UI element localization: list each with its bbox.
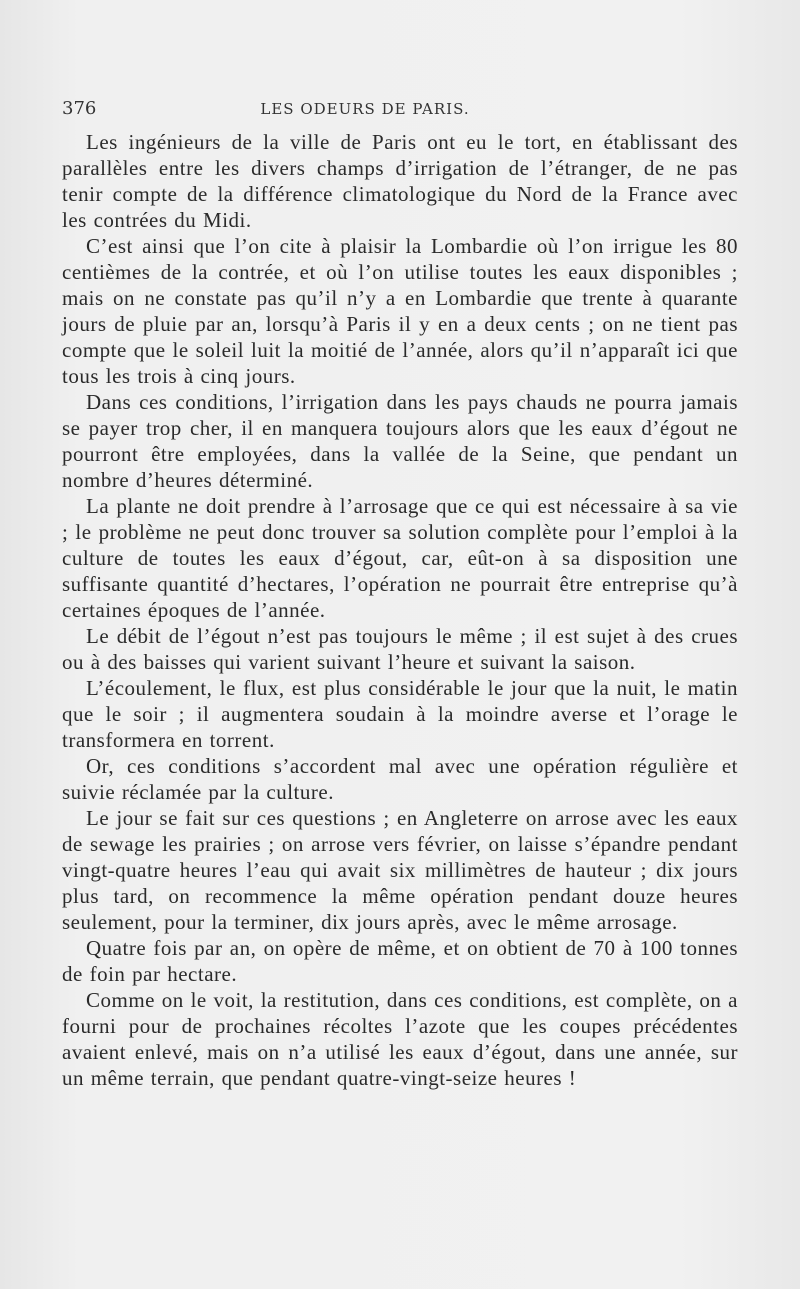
paragraph: Comme on le voit, la restitution, dans ces conditions, est complète, on a fourni pour de prochaines récoltes l’azote que les coupes précédentes avaient enlevé, mais on n’a utilisé les eaux d’égout, dans une année, sur un même terrain, que pendant quatre-vingt-seize heures !	[62, 988, 738, 1090]
paragraph: Les ingénieurs de la ville de Paris ont eu le tort, en établissant des parallèles entre les divers champs d’irrigation de l’étranger, de ne pas tenir compte de la différence climatologique du Nord de la France avec les contrées du Midi.	[62, 130, 738, 232]
paragraph: Le jour se fait sur ces questions ; en Angleterre on arrose avec les eaux de sewage les prairies ; on arrose vers février, on laisse s’épandre pendant vingt-quatre heures l’eau qui avait six millimètres de hauteur ; dix jours plus tard, on recommence la même opération pendant douze heures seulement, pour la terminer, dix jours après, avec le même arrosage.	[62, 806, 738, 934]
paragraph: Quatre fois par an, on opère de même, et on obtient de 70 à 100 tonnes de foin par hectare.	[62, 936, 738, 986]
running-title: LES ODEURS DE PARIS.	[260, 100, 470, 118]
paragraph: Or, ces conditions s’accordent mal avec une opération régulière et suivie réclamée par la culture.	[62, 754, 738, 804]
page-header	[62, 98, 738, 124]
paragraph: L’écoulement, le flux, est plus considérable le jour que la nuit, le matin que le soir ; il augmentera soudain à la moindre averse et l’orage le transformera en torrent.	[62, 676, 738, 752]
paragraph: La plante ne doit prendre à l’arrosage que ce qui est nécessaire à sa vie ; le problème ne peut donc trouver sa solution complète pour l’emploi à la culture de toutes les eaux d’égout, car, eût-on à sa disposition une suffisante quantité d’hectares, l’opération ne pourrait être entreprise qu’à certaines époques de l’année.	[62, 494, 738, 622]
paragraph: Dans ces conditions, l’irrigation dans les pays chauds ne pourra jamais se payer trop cher, il en manquera toujours alors que les eaux d’égout ne pourront être employées, dans la vallée de la Seine, que pendant un nombre d’heures déterminé.	[62, 390, 738, 492]
page-number: 376	[62, 98, 97, 119]
paragraph: C’est ainsi que l’on cite à plaisir la Lombardie où l’on irrigue les 80 centièmes de la contrée, et où l’on utilise toutes les eaux disponibles ; mais on ne constate pas qu’il n’y a en Lombardie que trente à quarante jours de pluie par an, lorsqu’à Paris il y en a deux cents ; on ne tient pas compte que le soleil luit la moitié de l’année, alors qu’il n’apparaît ici que tous les trois à cinq jours.	[62, 234, 738, 388]
paragraph: Le débit de l’égout n’est pas toujours le même ; il est sujet à des crues ou à des baisses qui varient suivant l’heure et suivant la saison.	[62, 624, 738, 674]
body-text	[62, 129, 738, 1091]
